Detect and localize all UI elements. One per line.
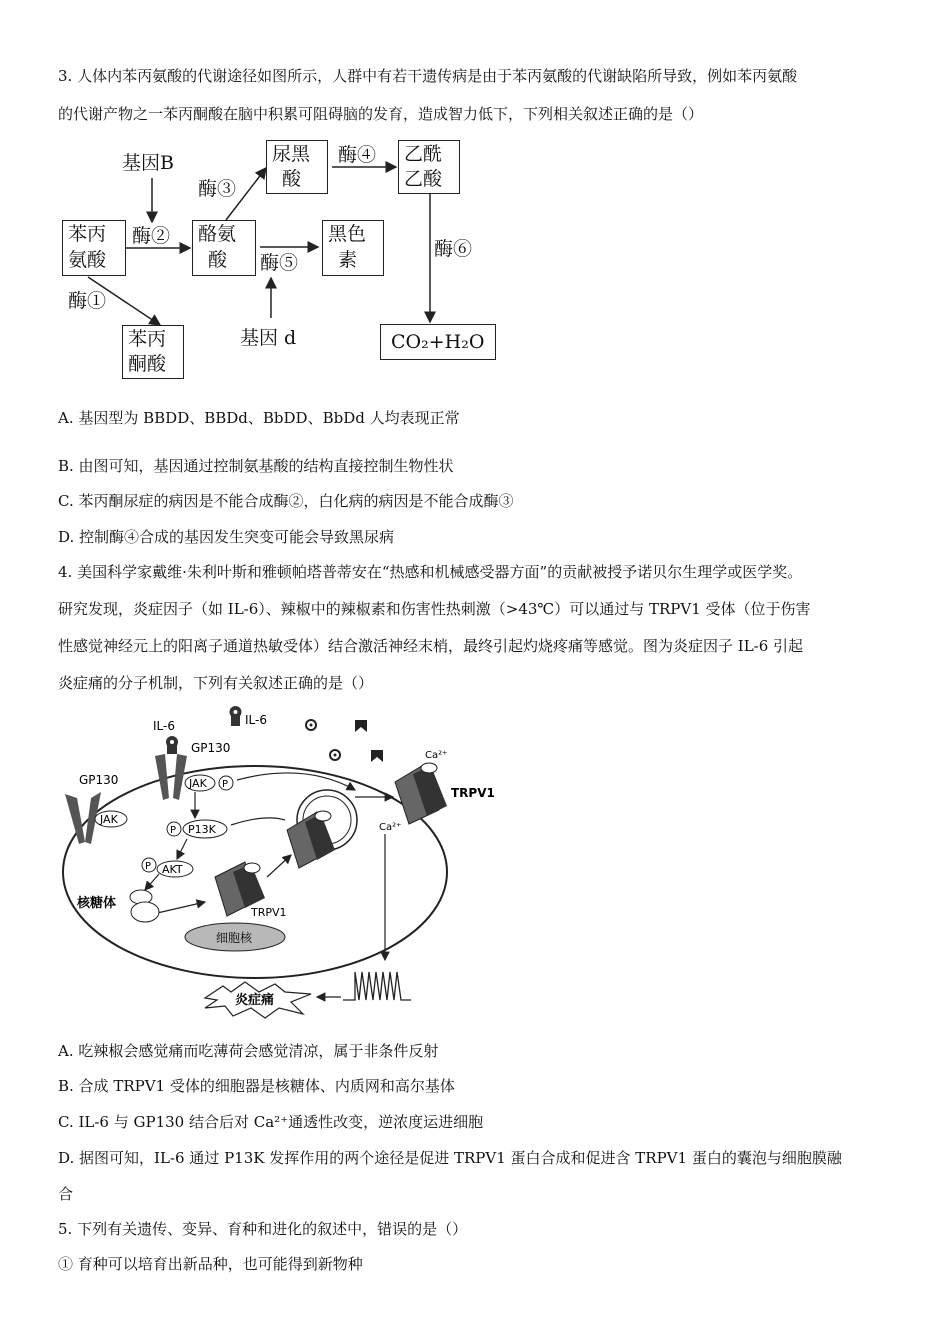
arrow-ribosome-trpv1	[153, 902, 205, 914]
action-potential-icon	[343, 972, 411, 1000]
q3-stem-line2: 的代谢产物之一苯丙酮酸在脑中积累可阻碍脑的发育，造成智力低下，下列相关叙述正确的是（）	[58, 105, 704, 123]
q4-option-c: C. IL-6 与 GP130 结合后对 Ca²⁺通透性改变，逆浓度运进细胞	[58, 1113, 484, 1131]
q4-option-d-line2: 合	[58, 1185, 74, 1203]
gene-d-label: 基因 d	[240, 327, 297, 349]
gene-b-label: 基因B	[122, 152, 174, 174]
p13k-label: P13K	[188, 823, 216, 836]
q4-stem-line1: 4. 美国科学家戴维·朱利叶斯和雅顿帕塔普蒂安在“热感和机械感受器方面”的贡献被授予诺贝尔生理学或医学奖。	[58, 563, 803, 581]
acetoacetic-line1: 乙酰	[404, 143, 443, 165]
q5-item1: ① 育种可以培育出新品种，也可能得到新物种	[58, 1255, 363, 1273]
trpv1-membrane-icon	[395, 763, 447, 824]
tyrosine-line2: 酸	[208, 249, 228, 271]
q3-stem-line1: 3. 人体内苯丙氨酸的代谢途径如图所示，人群中有若干遗传病是由于苯丙氨酸的代谢缺陷所导致，例如苯丙氨酸	[58, 67, 798, 85]
homogentisic-line2: 酸	[282, 168, 302, 190]
arrow-akt-ribosome	[145, 874, 159, 890]
q4-stem-line4: 炎症痛的分子机制，下列有关叙述正确的是（）	[58, 674, 374, 692]
q3-option-c: C. 苯丙酮尿症的病因是不能合成酶②，白化病的病因是不能合成酶③	[58, 492, 514, 510]
akt-label: AKT	[162, 863, 183, 876]
tyrosine-line1: 酪氨	[198, 223, 237, 245]
q3-diagram	[0, 130, 950, 390]
phenylpyruvic-line2: 酮酸	[128, 353, 167, 375]
homogentisic-line1: 尿黑	[272, 143, 311, 165]
tyrosine-box	[192, 220, 256, 276]
gp130-mid-label: GP130	[191, 741, 231, 755]
q4-figure	[55, 702, 515, 1020]
q4-option-b: B. 合成 TRPV1 受体的细胞器是核糖体、内质网和高尔基体	[58, 1077, 455, 1095]
path-p13k	[231, 818, 285, 825]
phenylpyruvic-box	[122, 325, 184, 379]
capsaicin-icon	[306, 720, 316, 730]
ca-top-label: Ca²⁺	[425, 750, 448, 761]
melanin-line1: 黑色	[328, 223, 367, 245]
il6-left-label: IL-6	[153, 719, 175, 733]
acetoacetic-box	[398, 140, 460, 194]
q3-option-b: B. 由图可知，基因通过控制氨基酸的结构直接控制生物性状	[58, 457, 454, 475]
q4-diagram	[55, 702, 515, 1020]
stimulus-icon	[355, 720, 367, 732]
trpv1-inner-label: TRPV1	[251, 906, 287, 919]
trpv1-membrane-label: TRPV1	[451, 786, 495, 800]
q4-option-a: A. 吃辣椒会感觉痛而吃薄荷会感觉清凉，属于非条件反射	[58, 1042, 439, 1060]
q3-option-a: A. 基因型为 BBDD、BBDd、BbDD、BbDd 人均表现正常	[58, 409, 460, 427]
arrow-trpv1-vesicle	[267, 855, 291, 877]
capsaicin-icon-2	[330, 750, 340, 760]
enzyme6-label: 酶⑥	[434, 238, 473, 260]
phenylalanine-line2: 氨酸	[68, 249, 107, 271]
jak-left-label: JAK	[100, 813, 118, 826]
vesicle-trpv1-icon	[287, 790, 357, 868]
ca-inner-label: Ca²⁺	[379, 822, 402, 833]
enzyme4-label: 酶④	[338, 144, 377, 166]
jak-mid-label: JAK	[189, 777, 207, 790]
enzyme1-label: 酶①	[68, 290, 107, 312]
co2-h2o-box	[380, 324, 496, 360]
q4-option-d-line1: D. 据图可知，IL-6 通过 P13K 发挥作用的两个途径是促进 TRPV1 蛋白合成和促进含 TRPV1 蛋白的囊泡与细胞膜融	[58, 1149, 842, 1167]
p-akt-label: P	[145, 861, 152, 872]
ribosome-label: 核糖体	[77, 896, 117, 911]
il6-molecule-icon	[230, 706, 242, 726]
enzyme3-label: 酶③	[198, 178, 237, 200]
enzyme2-label: 酶②	[132, 225, 171, 247]
gp130-left-label: GP130	[79, 773, 119, 787]
arrow-p13k-akt	[177, 839, 187, 859]
ribosome-icon	[130, 890, 159, 922]
melanin-line2: 素	[338, 249, 358, 271]
phenylalanine-line1: 苯丙	[68, 223, 107, 245]
q4-stem-line3: 性感觉神经元上的阳离子通道热敏受体）结合激活神经末梢，最终引起灼烧疼痛等感觉。图为炎症因子 IL-6 引起	[58, 637, 804, 655]
il6-bound-icon	[166, 736, 178, 754]
q3-option-d: D. 控制酶④合成的基因发生突变可能会导致黑尿病	[58, 528, 395, 546]
homogentisic-box	[266, 140, 328, 194]
phenylpyruvic-line1: 苯丙	[128, 328, 167, 350]
melanin-box	[322, 220, 384, 276]
phenylalanine-box	[62, 220, 126, 276]
pain-label: 炎症痛	[235, 993, 275, 1008]
p-jak-label: P	[222, 779, 229, 790]
q4-stem-line2: 研究发现，炎症因子（如 IL-6）、辣椒中的辣椒素和伤害性热刺激（>43℃）可以通过与 TRPV1 受体（位于伤害	[58, 600, 811, 618]
p-p13k-label: P	[170, 825, 177, 836]
enzyme5-label: 酶⑤	[260, 252, 299, 274]
co2-h2o-label: CO₂+H₂O	[391, 331, 485, 353]
q5-stem: 5. 下列有关遗传、变异、育种和进化的叙述中，错误的是（）	[58, 1220, 468, 1238]
nucleus-label: 细胞核	[216, 931, 253, 945]
il6-top-label: IL-6	[245, 713, 267, 727]
stimulus-icon-2	[371, 750, 383, 762]
acetoacetic-line2: 乙酸	[404, 168, 443, 190]
